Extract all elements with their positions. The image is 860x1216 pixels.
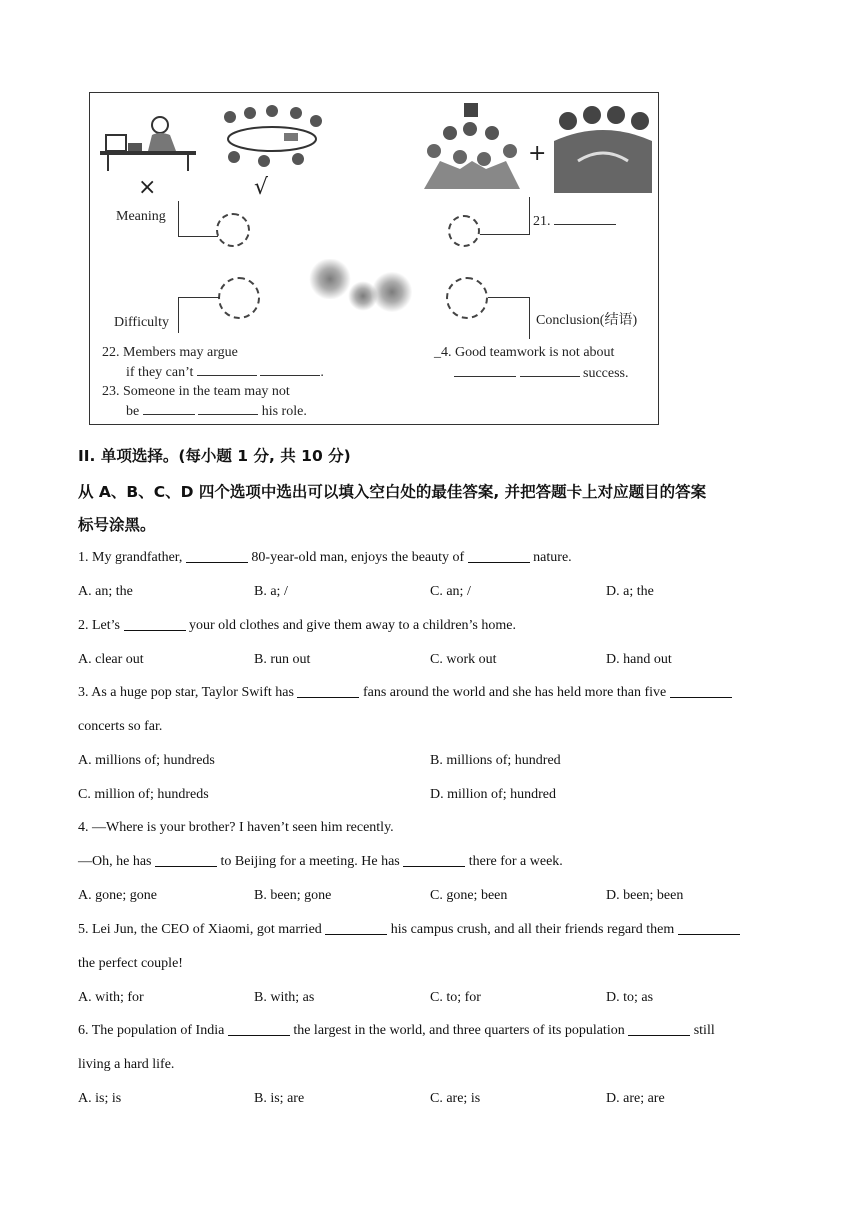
question-1-option-b[interactable]: B. a; / — [254, 584, 288, 599]
section-heading: II. 单项选择。(每小题 1 分, 共 10 分) — [78, 447, 351, 465]
section-instruction-cont: 标号涂黑。 — [78, 516, 156, 534]
check-mark: √ — [254, 175, 269, 200]
item-23-line1: 23. Someone in the team may not — [102, 384, 290, 399]
question-4-stem: 4. —Where is your brother? I haven’t seen him recently. — [78, 820, 394, 835]
question-5-option-d[interactable]: D. to; as — [606, 990, 654, 1005]
working-alone-picture — [98, 113, 198, 173]
question-3-option-b[interactable]: B. millions of; hundred — [430, 753, 561, 768]
question-2-option-a[interactable]: A. clear out — [78, 652, 144, 667]
team-huddle-picture — [548, 101, 658, 193]
question-6-stem-cont: living a hard life. — [78, 1057, 175, 1072]
question-4-option-b[interactable]: B. been; gone — [254, 888, 332, 903]
teamwork-mind-map — [89, 92, 659, 425]
meaning-label: Meaning — [116, 209, 166, 224]
question-3-stem: 3. As a huge pop star, Taylor Swift has fans around the world and she has held more than five — [78, 683, 732, 703]
question-4-stem-cont: —Oh, he has to Beijing for a meeting. He has there for a week. — [78, 854, 563, 869]
conclusion-bracket — [488, 297, 530, 339]
plus-mark: + — [528, 141, 547, 166]
question-5-option-b[interactable]: B. with; as — [254, 990, 315, 1005]
question-1-stem: 1. My grandfather, 80-year-old man, enjoys the beauty of nature. — [78, 550, 572, 565]
question-2-option-c[interactable]: C. work out — [430, 652, 497, 667]
difficulty-label: Difficulty — [114, 315, 169, 330]
conclusion-circle — [446, 277, 488, 319]
question-1-option-d[interactable]: D. a; the — [606, 584, 654, 599]
cross-mark: × — [138, 175, 157, 200]
question-6-option-c[interactable]: C. are; is — [430, 1091, 481, 1106]
difficulty-bracket — [178, 297, 220, 333]
item-22-line1: 22. Members may argue — [102, 345, 238, 360]
question-4-option-d[interactable]: D. been; been — [606, 888, 684, 903]
question-4-option-c[interactable]: C. gone; been — [430, 888, 508, 903]
center-logo-smudge — [308, 259, 352, 299]
question-3-option-c[interactable]: C. million of; hundreds — [78, 787, 209, 802]
item-21-label: 21. — [533, 211, 616, 231]
question-2-option-b[interactable]: B. run out — [254, 652, 311, 667]
question-5-option-c[interactable]: C. to; for — [430, 990, 481, 1005]
center-logo-smudge — [372, 271, 412, 313]
question-3-option-a[interactable]: A. millions of; hundreds — [78, 753, 215, 768]
question-1-option-a[interactable]: A. an; the — [78, 584, 133, 599]
team-celebration-picture — [420, 99, 525, 191]
question-6-option-b[interactable]: B. is; are — [254, 1091, 305, 1106]
question-5-stem-cont: the perfect couple! — [78, 956, 183, 971]
conclusion-label: Conclusion(结语) — [536, 313, 638, 328]
question-3-option-d[interactable]: D. million of; hundred — [430, 787, 556, 802]
question-2-stem: 2. Let’s your old clothes and give them away to a children’s home. — [78, 618, 516, 633]
item-24-line2: success. — [454, 363, 629, 383]
section-instruction: 从 A、B、C、D 四个选项中选出可以填入空白处的最佳答案, 并把答题卡上对应题目的答案 — [78, 483, 707, 501]
item-21-bracket — [480, 197, 530, 235]
question-6-option-d[interactable]: D. are; are — [606, 1091, 665, 1106]
meaning-circle — [216, 213, 250, 247]
meaning-bracket — [178, 201, 218, 237]
question-1-option-c[interactable]: C. an; / — [430, 584, 471, 599]
team-meeting-picture — [210, 103, 330, 173]
question-4-option-a[interactable]: A. gone; gone — [78, 888, 157, 903]
item-21-circle — [448, 215, 480, 247]
question-6-stem: 6. The population of India the largest in the world, and three quarters of its population still — [78, 1023, 715, 1038]
question-5-stem: 5. Lei Jun, the CEO of Xiaomi, got married his campus crush, and all their friends regard them — [78, 920, 740, 940]
item-23-line2: be his role. — [126, 401, 307, 421]
question-2-option-d[interactable]: D. hand out — [606, 652, 672, 667]
item-24-line1: _4. Good teamwork is not about — [434, 345, 615, 360]
question-5-option-a[interactable]: A. with; for — [78, 990, 144, 1005]
difficulty-circle — [218, 277, 260, 319]
question-3-stem-cont: concerts so far. — [78, 719, 163, 734]
question-6-option-a[interactable]: A. is; is — [78, 1091, 122, 1106]
item-22-line2: if they can’t . — [126, 362, 324, 382]
